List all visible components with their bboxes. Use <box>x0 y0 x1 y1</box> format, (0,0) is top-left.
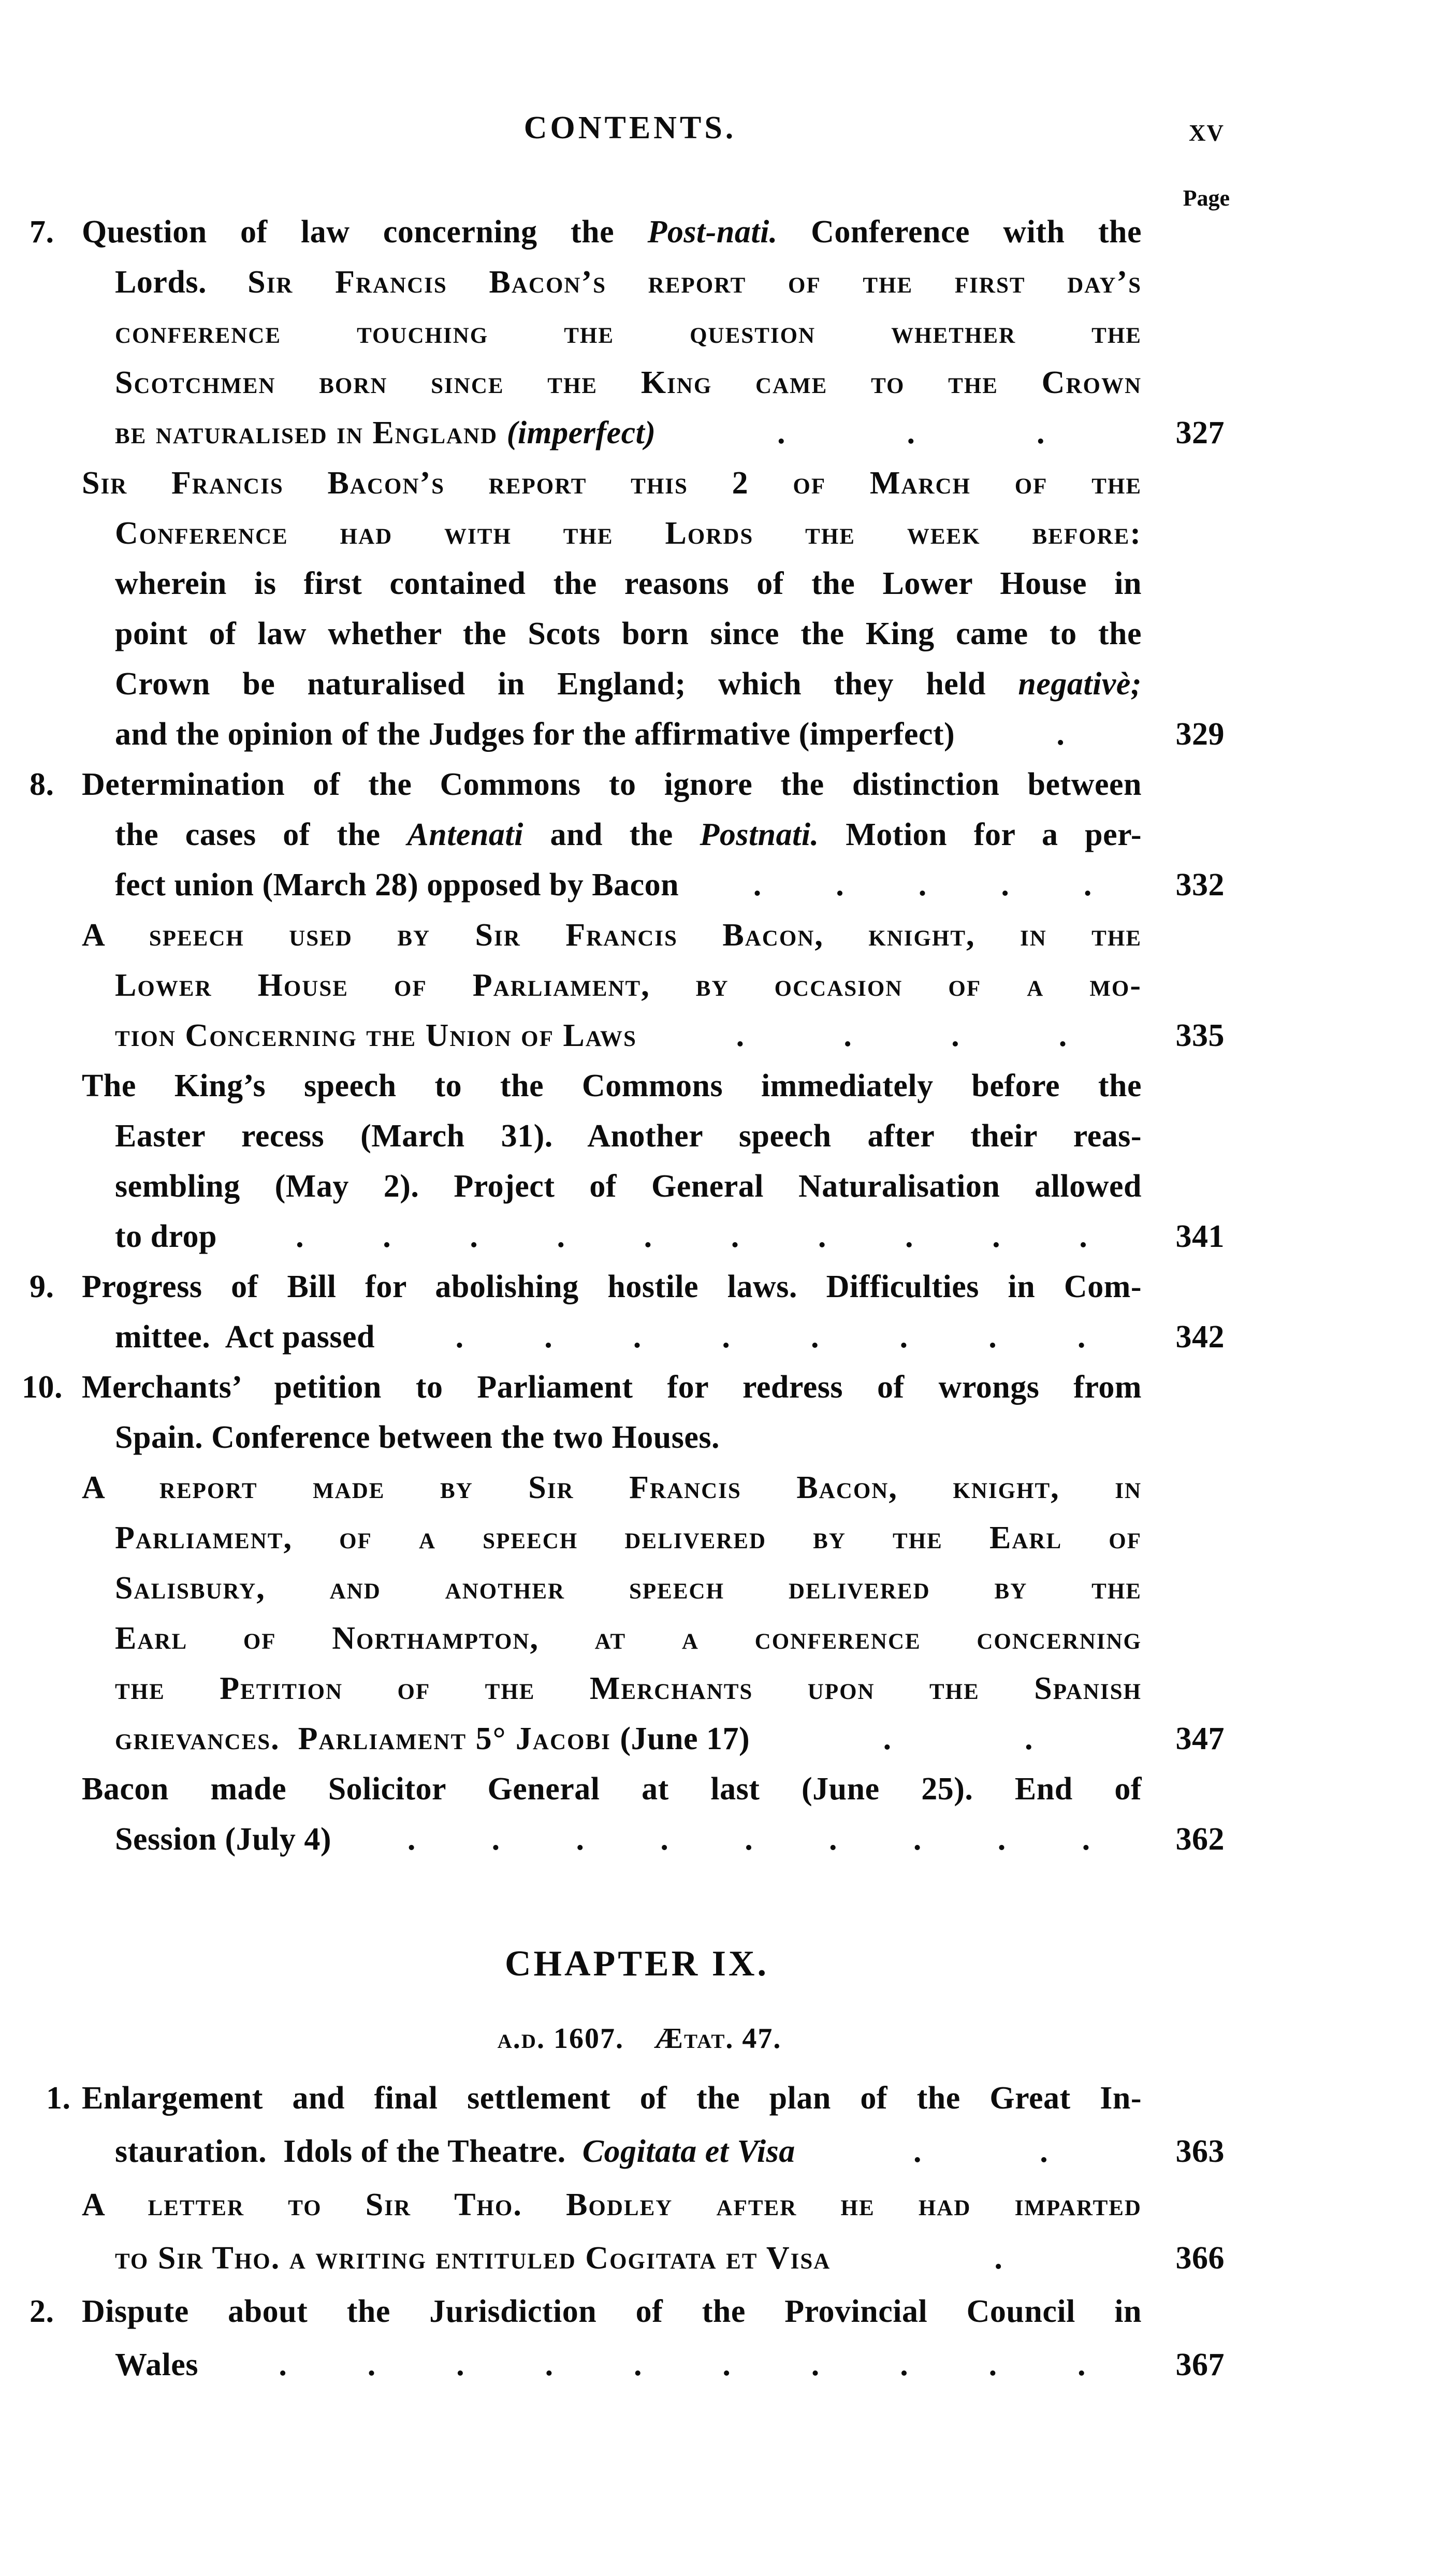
toc-line <box>0 2125 1225 2178</box>
toc-text: mittee. Act passed <box>115 1319 375 1355</box>
toc-text: (imperfect) <box>506 415 656 450</box>
leader-dot: . <box>279 2347 287 2382</box>
toc-line <box>0 1212 1225 1262</box>
leader-dot: . <box>722 1319 731 1355</box>
toc-text: tion Concerning the Union of Laws <box>115 1018 637 1053</box>
toc-text: Progress of Bill for abolishing hostile laws. Difficulties in Com- <box>82 1269 1142 1304</box>
leader-dot: . <box>491 1822 500 1857</box>
dot-leader <box>375 1312 1167 1362</box>
toc-text: Session (July 4) <box>115 1822 331 1857</box>
leader-dot: . <box>383 1219 391 1254</box>
leader-dot: . <box>994 2241 1003 2276</box>
toc-text: sembling (May 2). Project of General Naturalisation allowed <box>115 1169 1142 1204</box>
chapter-date <box>0 2022 1279 2055</box>
leader-dot: . <box>913 1822 922 1857</box>
toc-upper <box>0 207 1225 1865</box>
entry-number: 10. <box>22 1370 63 1405</box>
page-number: 363 <box>1175 2134 1225 2169</box>
leader-dot: . <box>407 1822 416 1857</box>
leader-dot: . <box>905 1219 914 1254</box>
toc-text: Wales <box>115 2347 198 2382</box>
leader-dot: . <box>777 415 785 450</box>
toc-line <box>0 961 1225 1011</box>
leader-dot: . <box>557 1219 565 1254</box>
toc-line <box>0 1111 1225 1161</box>
leader-dot: . <box>811 1319 820 1355</box>
page-number: 366 <box>1175 2241 1225 2276</box>
toc-text: conference touching the question whether the <box>115 315 1142 350</box>
page-number: 341 <box>1175 1219 1225 1254</box>
leader-dot: . <box>818 1219 826 1254</box>
toc-line <box>0 1362 1225 1413</box>
leader-dot: . <box>545 2347 554 2382</box>
leader-dot: . <box>1083 867 1092 903</box>
leader-dot: . <box>843 1018 852 1053</box>
toc-text: A report made by Sir Francis Bacon, knight, in <box>82 1470 1142 1505</box>
leader-dot: . <box>1040 2134 1049 2169</box>
leader-dot: . <box>913 2134 922 2169</box>
page-title: CONTENTS. <box>523 110 737 146</box>
toc-line <box>0 1764 1225 1814</box>
toc-line <box>0 1262 1225 1312</box>
toc-line <box>0 207 1225 257</box>
toc-line <box>0 508 1225 559</box>
leader-dot: . <box>997 1822 1006 1857</box>
leader-dot: . <box>1001 867 1010 903</box>
leader-dot: . <box>633 1319 642 1355</box>
toc-line <box>0 2285 1225 2338</box>
toc-text: Post-nati. <box>647 214 778 250</box>
page-number: 367 <box>1175 2347 1225 2382</box>
toc-text: Conference had with the Lords the week before: <box>115 516 1142 551</box>
leader-dot: . <box>745 1822 753 1857</box>
leader-dot: . <box>1078 2347 1086 2382</box>
toc-line <box>0 609 1225 659</box>
page-number: 342 <box>1175 1319 1225 1355</box>
entry-number: 1. <box>46 2081 71 2116</box>
toc-text: Motion for a per- <box>819 817 1142 852</box>
dot-leader <box>637 1011 1167 1061</box>
leader-dot: . <box>1079 1219 1088 1254</box>
toc-text: Lower House of Parliament, by occasion of a mo- <box>115 968 1142 1003</box>
leader-dot: . <box>907 415 915 450</box>
toc-text: stauration. Idols of the Theatre. <box>115 2134 583 2169</box>
dot-leader <box>831 2232 1166 2285</box>
page-number: 329 <box>1175 717 1225 752</box>
toc-line <box>0 1563 1225 1613</box>
toc-line <box>0 559 1225 609</box>
leader-dot: . <box>660 1822 669 1857</box>
toc-text: Spain. Conference between the two Houses. <box>115 1420 720 1455</box>
leader-dot: . <box>1025 1721 1033 1756</box>
toc-text: wherein is first contained the reasons of the Lower House in <box>115 566 1142 601</box>
leader-dot: . <box>918 867 927 903</box>
page-number: 327 <box>1175 415 1225 450</box>
leader-dot: . <box>1077 1319 1086 1355</box>
toc-text: Scotchmen born since the King came to the Crown <box>115 365 1142 400</box>
toc-line <box>0 1463 1225 1513</box>
folio-number: xv <box>1189 111 1225 148</box>
leader-dot: . <box>633 2347 642 2382</box>
leader-dot: . <box>900 2347 909 2382</box>
leader-dot: . <box>836 867 845 903</box>
leader-dot: . <box>544 1319 553 1355</box>
toc-text: A speech used by Sir Francis Bacon, knight, in the <box>82 918 1142 953</box>
leader-dot: . <box>899 1319 908 1355</box>
toc-text: and the <box>523 817 700 852</box>
toc-text: Antenati <box>407 817 523 852</box>
toc-line <box>0 1312 1225 1362</box>
leader-dot: . <box>1036 415 1045 450</box>
toc-text: Postnati. <box>700 817 819 852</box>
leader-dot: . <box>722 2347 731 2382</box>
toc-text: Dispute about the Jurisdiction of the Provincial Council in <box>82 2294 1142 2329</box>
leader-dot: . <box>753 867 762 903</box>
toc-text: Crown be naturalised in England; which they held <box>115 666 1018 702</box>
toc-text: Merchants’ petition to Parliament for redress of wrongs from <box>82 1370 1142 1405</box>
toc-text: the Petition of the Merchants upon the Spanish <box>115 1671 1142 1706</box>
dot-leader <box>955 709 1166 760</box>
toc-line <box>0 408 1225 458</box>
toc-line <box>0 860 1225 910</box>
toc-line <box>0 358 1225 408</box>
toc-line <box>0 2232 1225 2285</box>
toc-line <box>0 1161 1225 1212</box>
toc-line <box>0 1513 1225 1563</box>
toc-text: Cogitata et Visa <box>582 2134 795 2169</box>
page-number: 332 <box>1175 867 1225 903</box>
leader-dot: . <box>470 1219 478 1254</box>
leader-dot: . <box>992 1219 1001 1254</box>
toc-line <box>0 659 1225 709</box>
toc-text: Determination of the Commons to ignore the distinction between <box>82 767 1142 802</box>
toc-line <box>0 1061 1225 1111</box>
toc-line <box>0 1814 1225 1865</box>
toc-line <box>0 1613 1225 1664</box>
toc-text: Question of law concerning the <box>82 214 648 250</box>
leader-dot: . <box>811 2347 820 2382</box>
toc-lower <box>0 2072 1225 2392</box>
toc-text: Bacon made Solicitor General at last (June 25). End of <box>82 1771 1142 1807</box>
page-number: 335 <box>1175 1018 1225 1053</box>
toc-text: (June 17) <box>620 1721 750 1756</box>
leader-dot: . <box>883 1721 892 1756</box>
entry-number: 9. <box>30 1269 54 1304</box>
leader-dot: . <box>456 2347 465 2382</box>
toc-text: Sir Francis Bacon’s report this 2 of March of the <box>82 466 1142 501</box>
toc-line <box>0 760 1225 810</box>
leader-dot: . <box>576 1822 585 1857</box>
leader-dot: . <box>988 2347 997 2382</box>
entry-number: 7. <box>30 214 54 250</box>
leader-dot: . <box>829 1822 838 1857</box>
toc-text: Sir Francis Bacon’s report of the first day’s <box>247 265 1142 300</box>
toc-text: Enlargement and final settlement of the plan of the Great In- <box>82 2081 1142 2116</box>
dot-leader <box>656 408 1166 458</box>
toc-text: Easter recess (March 31). Another speech after their reas- <box>115 1118 1142 1154</box>
page-number: 347 <box>1175 1721 1225 1756</box>
dot-leader <box>198 2338 1167 2392</box>
toc-text: and the opinion of the Judges for the affirmative (imperfect) <box>115 717 955 752</box>
toc-text: point of law whether the Scots born since the King came to the <box>115 616 1142 651</box>
leader-dot: . <box>644 1219 652 1254</box>
toc-text: Salisbury, and another speech delivered by the <box>115 1571 1142 1606</box>
entry-number: 8. <box>30 767 54 802</box>
toc-text: to drop <box>115 1219 217 1254</box>
toc-text: Lords. <box>115 265 248 300</box>
dot-leader <box>795 2125 1167 2178</box>
chapter-date-text: a.d. 1607. Ætat. 47. <box>497 2023 782 2055</box>
toc-text: Earl of Northampton, at a conference concerning <box>115 1621 1142 1656</box>
chapter-heading: CHAPTER IX. <box>504 1944 769 1984</box>
toc-line <box>0 2178 1225 2232</box>
toc-line <box>0 910 1225 961</box>
toc-line <box>0 2072 1225 2125</box>
leader-dot: . <box>951 1018 960 1053</box>
toc-line <box>0 1413 1225 1463</box>
toc-text: grievances. Parliament 5° Jacobi <box>115 1721 620 1756</box>
leader-dot: . <box>736 1018 745 1053</box>
dot-leader <box>750 1714 1166 1764</box>
entry-number: 2. <box>30 2294 54 2329</box>
leader-dot: . <box>367 2347 376 2382</box>
toc-text: A letter to Sir Tho. Bodley after he had imparted <box>82 2187 1142 2222</box>
toc-line <box>0 1714 1225 1764</box>
toc-text: be naturalised in England <box>115 415 507 450</box>
toc-text: the cases of the <box>115 817 407 852</box>
toc-text: The King’s speech to the Commons immediately before the <box>82 1068 1142 1103</box>
leader-dot: . <box>988 1319 997 1355</box>
toc-line <box>0 810 1225 860</box>
toc-line <box>0 308 1225 358</box>
toc-line <box>0 709 1225 760</box>
toc-line <box>0 257 1225 308</box>
toc-line <box>0 1664 1225 1714</box>
leader-dot: . <box>1056 717 1065 752</box>
toc-line <box>0 2338 1225 2392</box>
dot-leader <box>331 1814 1167 1865</box>
dot-leader <box>679 860 1166 910</box>
leader-dot: . <box>1058 1018 1067 1053</box>
toc-text: negativè; <box>1018 666 1142 702</box>
leader-dot: . <box>455 1319 464 1355</box>
toc-text: Parliament, of a speech delivered by the Earl of <box>115 1520 1142 1555</box>
toc-text: to Sir Tho. a writing entituled Cogitata et Visa <box>115 2241 831 2276</box>
leader-dot: . <box>1082 1822 1090 1857</box>
dot-leader <box>217 1212 1166 1262</box>
toc-line <box>0 1011 1225 1061</box>
toc-text: Conference with the <box>777 214 1142 250</box>
toc-line <box>0 458 1225 508</box>
page-column-label: Page <box>1183 185 1230 211</box>
leader-dot: . <box>731 1219 739 1254</box>
page-number: 362 <box>1175 1822 1225 1857</box>
leader-dot: . <box>296 1219 304 1254</box>
toc-text: fect union (March 28) opposed by Bacon <box>115 867 679 903</box>
